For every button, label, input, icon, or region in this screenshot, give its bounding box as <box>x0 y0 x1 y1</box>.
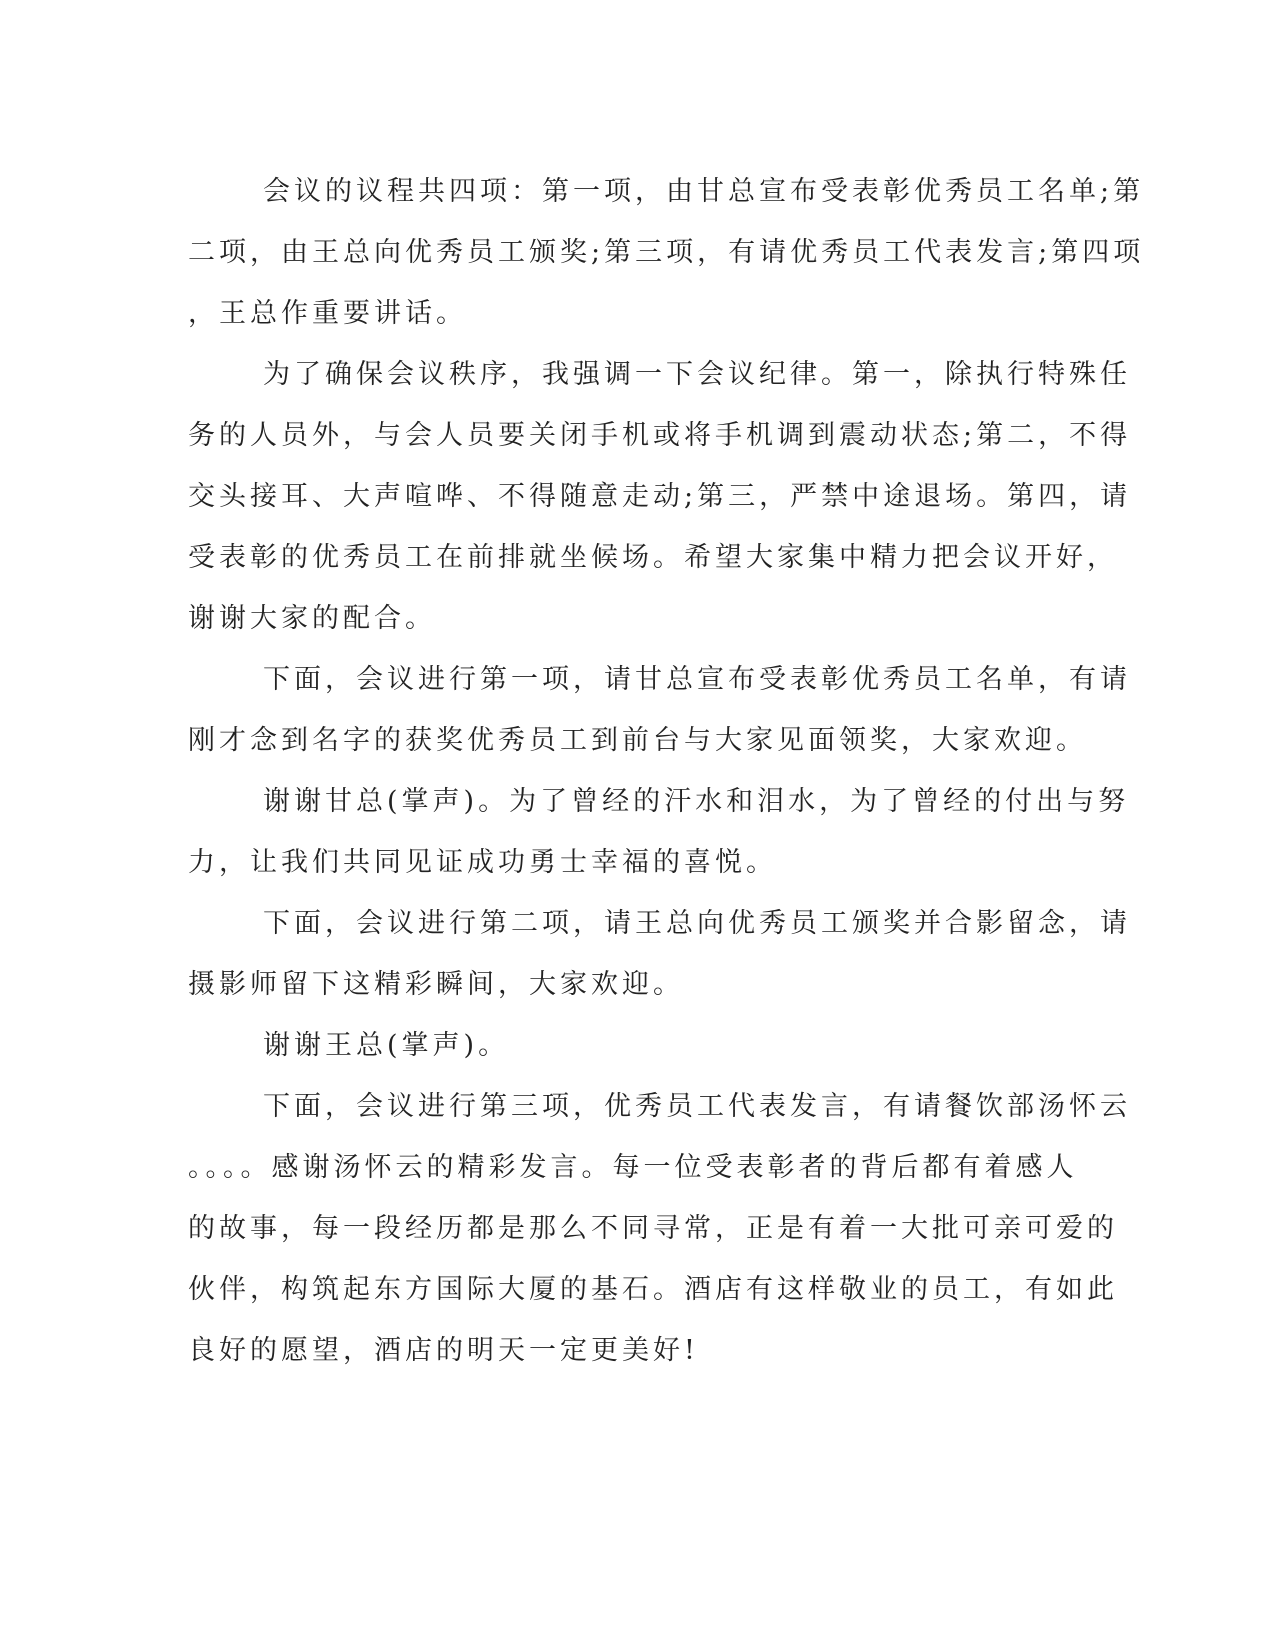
text-line: ，王总作重要讲话。 <box>188 298 467 329</box>
document-body <box>188 161 1145 1381</box>
text-line: 良好的愿望，酒店的明天一定更美好! <box>188 1335 699 1366</box>
text-line: 力，让我们共同见证成功勇士幸福的喜悦。 <box>188 847 777 878</box>
text-line: 下面，会议进行第二项，请王总向优秀员工颁奖并合影留念，请 <box>263 908 1131 939</box>
text-line: 的故事，每一段经历都是那么不同寻常，正是有着一大批可亲可爱的 <box>188 1213 1118 1244</box>
text-line: 会议的议程共四项：第一项，由甘总宣布受表彰优秀员工名单;第 <box>263 176 1145 207</box>
text-line: 伙伴，构筑起东方国际大厦的基石。酒店有这样敬业的员工，有如此 <box>188 1274 1118 1305</box>
text-line: 二项，由王总向优秀员工颁奖;第三项，有请优秀员工代表发言;第四项 <box>188 237 1145 268</box>
text-line: 摄影师留下这精彩瞬间，大家欢迎。 <box>188 969 684 1000</box>
text-line: 刚才念到名字的获奖优秀员工到前台与大家见面领奖，大家欢迎。 <box>188 725 1087 756</box>
text-line: 受表彰的优秀员工在前排就坐候场。希望大家集中精力把会议开好， <box>188 542 1118 573</box>
text-line: 为了确保会议秩序，我强调一下会议纪律。第一，除执行特殊任 <box>263 359 1131 390</box>
text-line: 谢谢大家的配合。 <box>188 603 436 634</box>
text-line: 谢谢甘总(掌声)。为了曾经的汗水和泪水，为了曾经的付出与努 <box>263 786 1130 817</box>
text-line: 交头接耳、大声喧哗、不得随意走动;第三，严禁中途退场。第四，请 <box>188 481 1132 512</box>
text-line: 下面，会议进行第三项，优秀员工代表发言，有请餐饮部汤怀云 <box>263 1091 1131 1122</box>
text-line: 。。。。感谢汤怀云的精彩发言。每一位受表彰者的背后都有着感人 <box>188 1152 1078 1183</box>
text-line: 务的人员外，与会人员要关闭手机或将手机调到震动状态;第二，不得 <box>188 420 1132 451</box>
text-line: 下面，会议进行第一项，请甘总宣布受表彰优秀员工名单，有请 <box>263 664 1131 695</box>
text-line: 谢谢王总(掌声)。 <box>263 1030 510 1061</box>
